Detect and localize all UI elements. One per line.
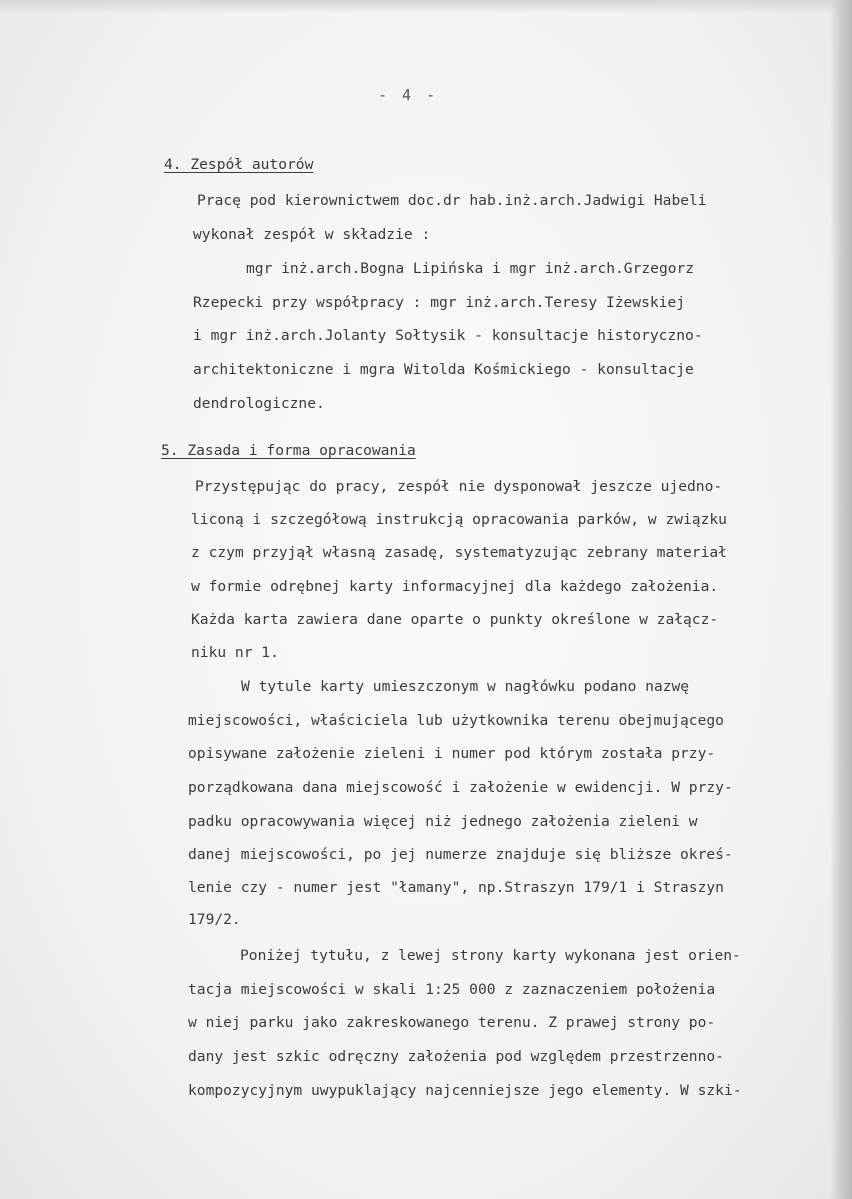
section-5-line: padku opracowywania więcej niż jednego założenia zieleni w: [188, 813, 698, 830]
section-4-line: mgr inż.arch.Bogna Lipińska i mgr inż.arch.Grzegorz: [246, 260, 695, 277]
section-4-line: dendrologiczne.: [193, 395, 325, 412]
section-5-line: w niej parku jako zakreskowanego terenu. Z prawej strony po-: [188, 1014, 716, 1031]
section-5-line: opisywane założenie zieleni i numer pod którym została przy-: [188, 745, 716, 762]
section-5-line: Każda karta zawiera dane oparte o punkty określone w załącz-: [191, 611, 719, 628]
section-5-line: z czym przyjął własną zasadę, systematyzując zebrany materiał: [191, 544, 727, 561]
section-5-line: lenie czy - numer jest "łamany", np.Straszyn 179/1 i Straszyn: [188, 879, 724, 896]
section-4-line: Rzepecki przy współpracy : mgr inż.arch.Teresy Iżewskiej: [193, 294, 686, 311]
section-4-line: wykonał zespół w składzie :: [193, 226, 431, 243]
section-5-line: W tytule karty umieszczonym w nagłówku podano nazwę: [241, 678, 690, 695]
page-number: - 4 -: [378, 86, 439, 104]
section-5-line: niku nr 1.: [191, 644, 279, 661]
section-5-heading: 5. Zasada i forma opracowania: [161, 442, 416, 459]
section-5-line: danej miejscowości, po jej numerze znajduje się bliższe okreś-: [188, 846, 733, 863]
section-5-line: Przystępując do pracy, zespół nie dysponował jeszcze ujedno-: [195, 478, 723, 495]
section-5-line: w formie odrębnej karty informacyjnej dla każdego założenia.: [191, 578, 719, 595]
section-4-heading: 4. Zespół autorów: [164, 156, 314, 173]
section-4-line: i mgr inż.arch.Jolanty Sołtysik - konsultacje historyczno-: [193, 327, 703, 344]
scan-top-shadow: [0, 0, 852, 14]
section-4-line: Pracę pod kierownictwem doc.dr hab.inż.arch.Jadwigi Habeli: [197, 192, 707, 209]
section-5-line: porządkowana dana miejscowość i założenie w ewidencji. W przy-: [188, 779, 733, 796]
section-5-line: 179/2.: [188, 911, 241, 928]
section-5-line: kompozycyjnym uwypuklający najcenniejsze jego elementy. W szki-: [188, 1082, 742, 1099]
section-4-line: architektoniczne i mgra Witolda Kośmickiego - konsultacje: [193, 361, 694, 378]
section-5-line: tacja miejscowości w skali 1:25 000 z zaznaczeniem położenia: [188, 981, 716, 998]
section-5-line: Poniżej tytułu, z lewej strony karty wykonana jest orien-: [240, 947, 741, 964]
section-5-line: liconą i szczegółową instrukcją opracowania parków, w związku: [191, 511, 727, 528]
scan-right-edge: [830, 0, 852, 1199]
section-5-line: miejscowości, właściciela lub użytkownika terenu obejmującego: [188, 712, 724, 729]
section-5-line: dany jest szkic odręczny założenia pod względem przestrzenno-: [188, 1048, 724, 1065]
